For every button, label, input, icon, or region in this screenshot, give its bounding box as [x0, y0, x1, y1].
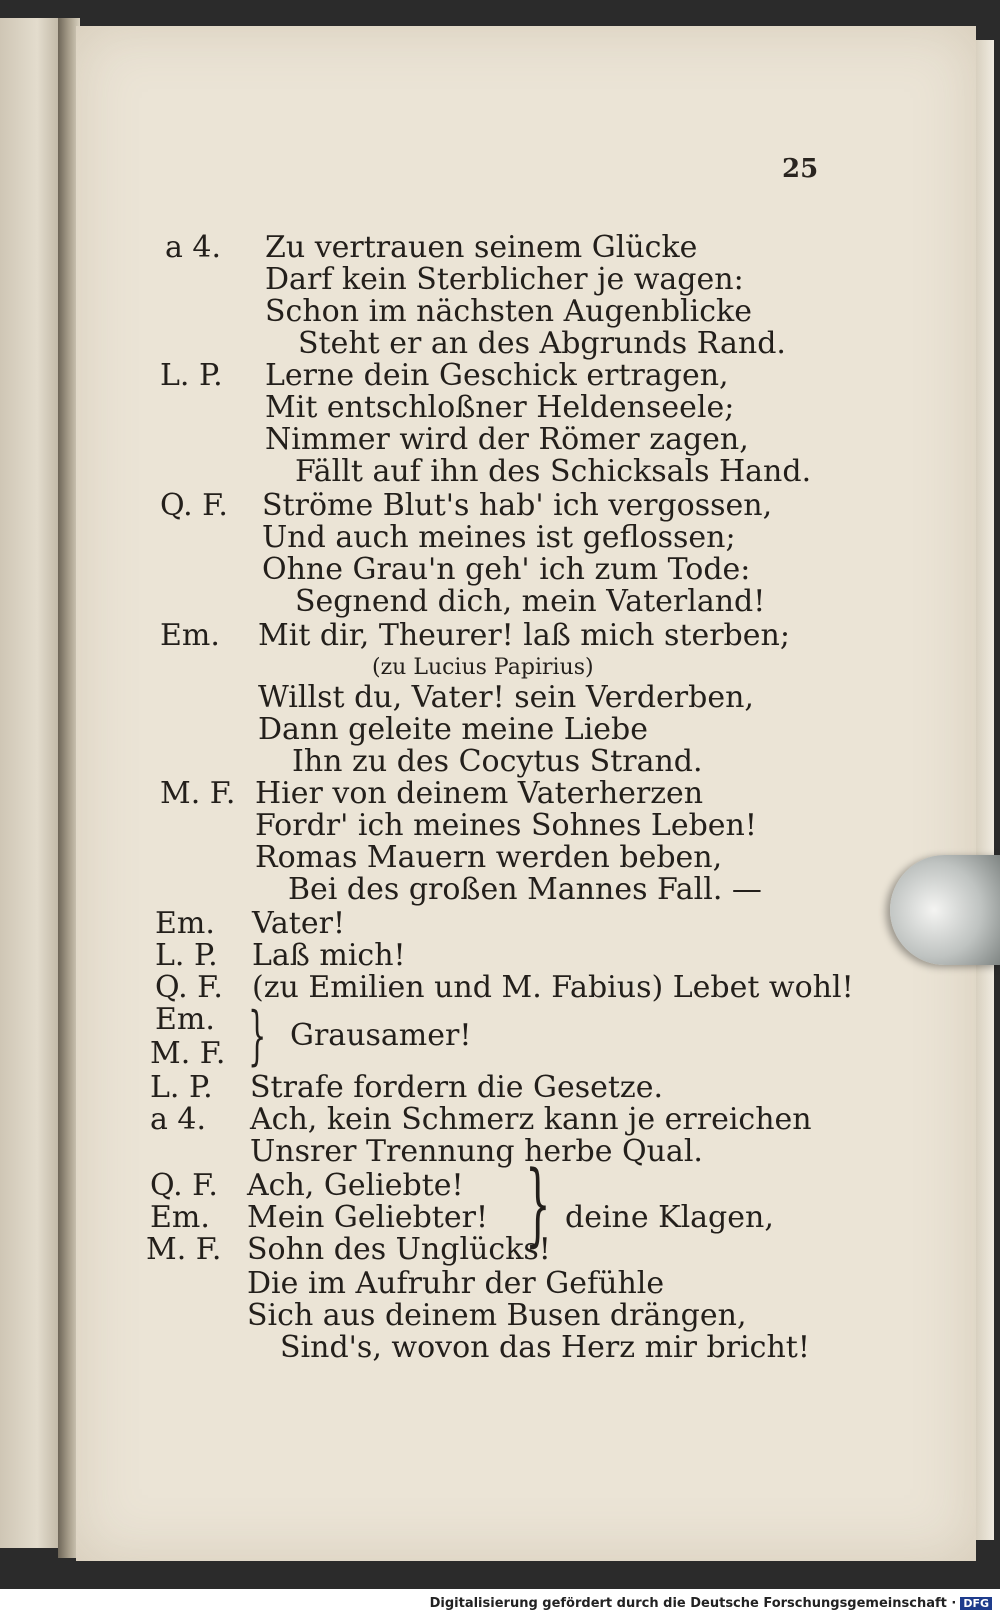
verse-line: Vater!	[252, 906, 346, 941]
verse-line: Bei des großen Mannes Fall. —	[288, 872, 762, 907]
speaker-label: Em.	[155, 906, 215, 941]
speaker-label: L. P.	[150, 1070, 213, 1105]
footer-credit-text: Digitalisierung gefördert durch die Deutsche Forschungsgemeinschaft ·	[429, 1596, 957, 1611]
verse-line: Fordr' ich meines Sohnes Leben!	[255, 808, 757, 843]
verse-line: deine Klagen,	[565, 1200, 774, 1235]
verse-line: Ach, kein Schmerz kann je erreichen	[250, 1102, 812, 1137]
verse-line: Mit entschloßner Heldenseele;	[265, 390, 735, 425]
verse-line: (zu Emilien und M. Fabius) Lebet wohl!	[252, 970, 854, 1005]
verse-line: Sohn des Unglücks!	[247, 1232, 551, 1267]
speaker-label: a 4.	[165, 230, 222, 265]
verse-line: Mit dir, Theurer! laß mich sterben;	[258, 618, 790, 653]
brace: }	[525, 1152, 551, 1257]
verse-line: Willst du, Vater! sein Verderben,	[258, 680, 754, 715]
verse-line: Strafe fordern die Gesetze.	[250, 1070, 663, 1105]
speaker-label: Em.	[150, 1200, 210, 1235]
speaker-label: Em.	[155, 1002, 215, 1037]
verse-line: Lerne dein Geschick ertragen,	[265, 358, 729, 393]
verse-line: Mein Geliebter!	[247, 1200, 488, 1235]
speaker-label: a 4.	[150, 1102, 207, 1137]
verse-line: Steht er an des Abgrunds Rand.	[298, 326, 786, 361]
speaker-label: M. F.	[146, 1232, 222, 1267]
verse-line: Unsrer Trennung herbe Qual.	[250, 1134, 703, 1169]
brace: }	[248, 999, 267, 1073]
footer-credit	[430, 1596, 992, 1611]
verse-line: Ströme Blut's hab' ich vergossen,	[262, 488, 773, 523]
speaker-label: L. P.	[155, 938, 218, 973]
speaker-label: Q. F.	[150, 1168, 218, 1203]
speaker-label: Q. F.	[160, 488, 228, 523]
verse-line: Schon im nächsten Augenblicke	[265, 294, 752, 329]
verse-line: Romas Mauern werden beben,	[255, 840, 723, 875]
verse-line: Darf kein Sterblicher je wagen:	[265, 262, 744, 297]
page-number: 25	[782, 154, 819, 184]
facing-page	[0, 18, 62, 1548]
digitization-footer	[0, 1589, 1000, 1615]
stage-direction: (zu Lucius Papirius)	[372, 655, 594, 680]
page-clip	[890, 855, 1000, 965]
page-edge	[976, 40, 994, 1540]
verse-line: Die im Aufruhr der Gefühle	[247, 1266, 665, 1301]
verse-line: Sind's, wovon das Herz mir bricht!	[280, 1330, 810, 1365]
verse-line: Grausamer!	[290, 1018, 472, 1053]
speaker-label: L. P.	[160, 358, 223, 393]
verse-line: Hier von deinem Vaterherzen	[255, 776, 704, 811]
verse-line: Ihn zu des Cocytus Strand.	[292, 744, 703, 779]
verse-line: Und auch meines ist geflossen;	[262, 520, 736, 555]
verse-line: Nimmer wird der Römer zagen,	[265, 422, 749, 457]
verse-line: Segnend dich, mein Vaterland!	[295, 584, 766, 619]
verse-line: Ohne Grau'n geh' ich zum Tode:	[262, 552, 751, 587]
verse-line: Ach, Geliebte!	[247, 1168, 464, 1203]
dfg-logo: DFG	[960, 1597, 992, 1610]
verse-line: Fällt auf ihn des Schicksals Hand.	[295, 454, 812, 489]
speaker-label: Q. F.	[155, 970, 223, 1005]
speaker-label: M. F.	[160, 776, 236, 811]
verse-line: Sich aus deinem Busen drängen,	[247, 1298, 747, 1333]
speaker-label: Em.	[160, 618, 220, 653]
verse-line: Zu vertrauen seinem Glücke	[265, 230, 698, 265]
verse-line: Dann geleite meine Liebe	[258, 712, 648, 747]
speaker-label: M. F.	[150, 1036, 226, 1071]
verse-line: Laß mich!	[252, 938, 406, 973]
